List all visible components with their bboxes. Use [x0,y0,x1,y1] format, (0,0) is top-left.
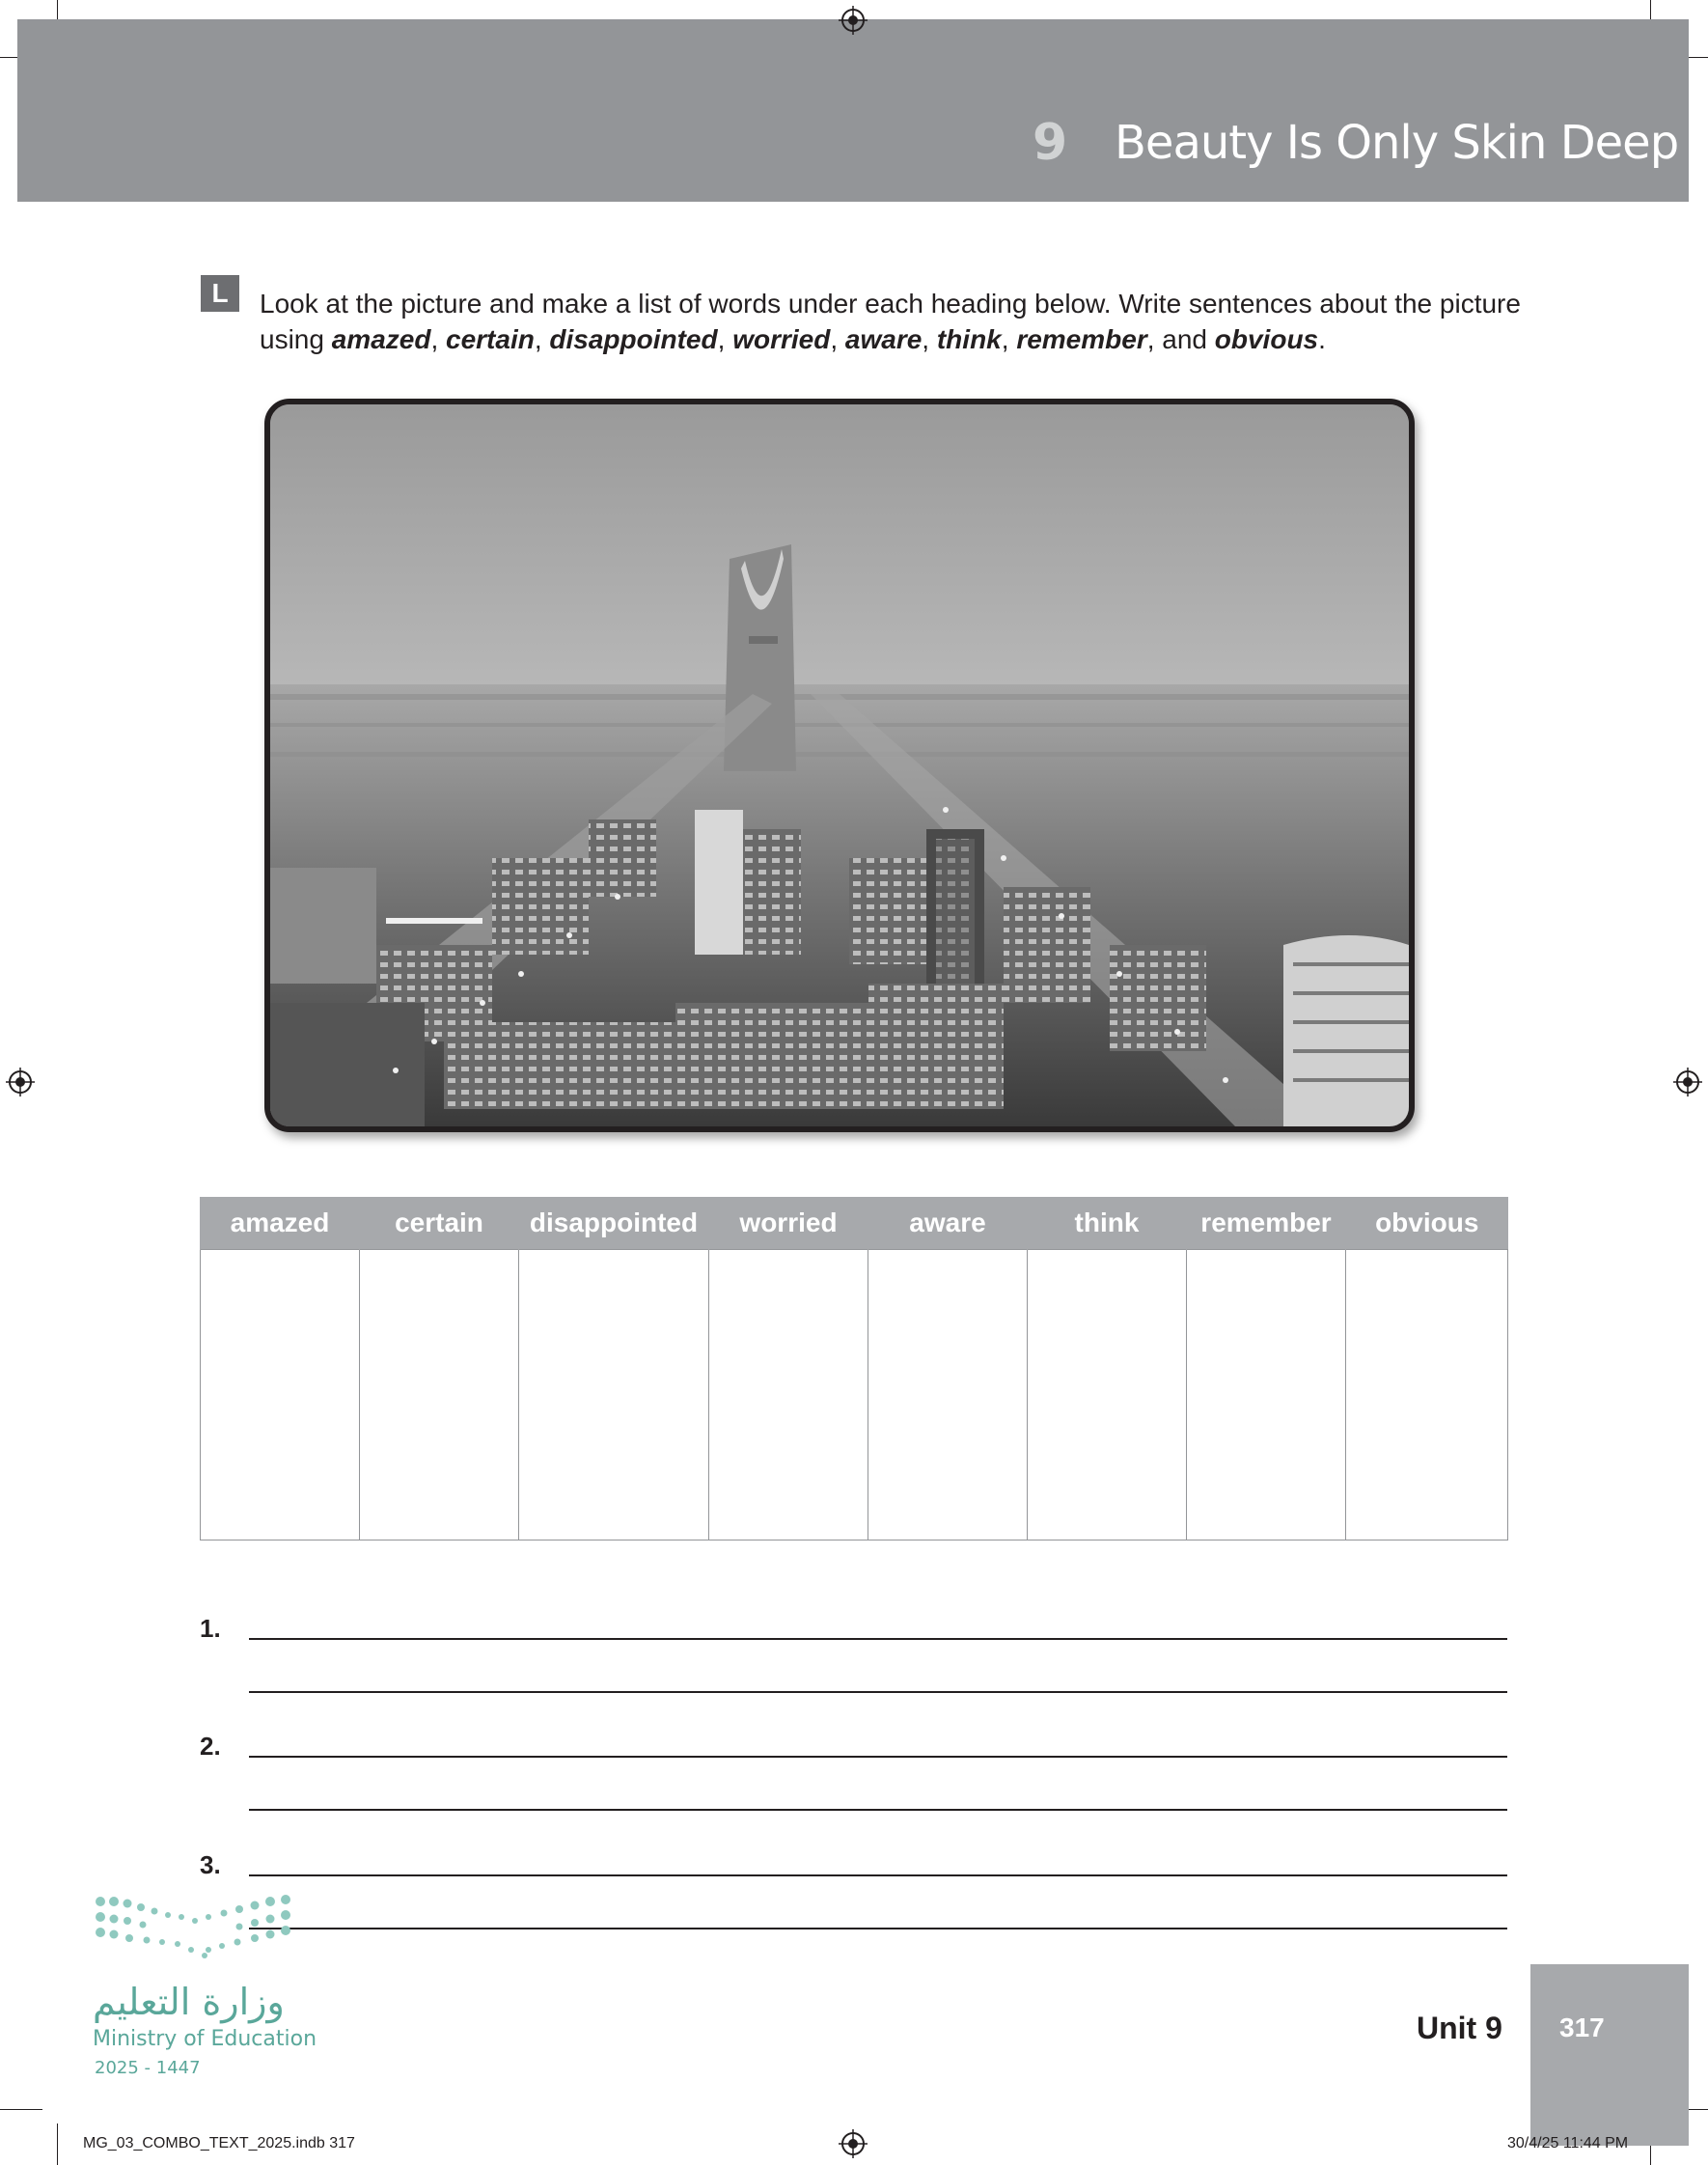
sentence-writing-line[interactable] [249,1756,1507,1758]
registration-mark-icon [6,1068,35,1096]
column-header-aware: aware [868,1197,1028,1250]
registration-mark-icon [1673,1068,1702,1096]
crop-mark [57,2123,58,2165]
sentence-number: 2. [200,1732,221,1761]
column-header-remember: remember [1187,1197,1346,1250]
sentence-writing-line[interactable] [249,1638,1507,1640]
word-cell-certain[interactable] [360,1250,519,1540]
footer-unit-label: Unit 9 [1417,2011,1502,2045]
print-slug-timestamp: 30/4/25 11:44 PM [1507,2135,1629,2151]
word-cell-think[interactable] [1028,1250,1187,1540]
city-skyline-image [270,404,1409,1126]
sentence-writing-line[interactable] [249,1691,1507,1693]
ministry-logo-arabic: وزارة التعليم [93,1981,285,2023]
instruction-keyword: remember [1016,324,1147,354]
instruction-prefix: Look at the picture and make a list of words under each heading below. Write sentences about the picture using [260,289,1521,354]
registration-mark-icon [839,2129,868,2158]
unit-title: Beauty Is Only Skin Deep [1115,116,1679,170]
ministry-logo-english: Ministry of Education [93,2027,317,2051]
registration-mark-icon [839,6,868,35]
instruction-keyword: think [936,324,1002,354]
word-list-table [200,1197,1508,1540]
sentence-number: 3. [200,1850,221,1879]
sentence-writing-line[interactable] [249,1809,1507,1811]
word-cell-aware[interactable] [868,1250,1028,1540]
instruction-keywords: amazed, certain, disappointed, worried, aware, think, remember, and obvious [331,324,1319,354]
word-cell-obvious[interactable] [1346,1250,1508,1540]
exercise-instruction [260,286,1543,357]
instruction-keyword: amazed [331,324,431,354]
column-header-obvious: obvious [1346,1197,1508,1250]
instruction-keyword: obvious [1214,324,1319,354]
word-cell-disappointed[interactable] [519,1250,709,1540]
instruction-keyword: certain [446,324,535,354]
column-header-certain: certain [360,1197,519,1250]
word-cell-worried[interactable] [709,1250,868,1540]
instruction-keyword: worried [732,324,831,354]
instruction-suffix: . [1318,324,1326,354]
word-cell-remember[interactable] [1187,1250,1346,1540]
unit-header-band [17,19,1689,202]
instruction-keyword: disappointed [549,324,718,354]
column-header-worried: worried [709,1197,868,1250]
column-header-amazed: amazed [201,1197,360,1250]
sentence-writing-line[interactable] [249,1928,1507,1929]
column-header-think: think [1028,1197,1187,1250]
column-header-disappointed: disappointed [519,1197,709,1250]
sentence-number: 1. [200,1614,221,1643]
instruction-keyword: aware [844,324,923,354]
unit-number: 9 [1033,114,1068,172]
exercise-label: L [201,275,239,312]
crop-mark [0,2109,42,2110]
word-cell-amazed[interactable] [201,1250,360,1540]
page-number: 317 [1559,2012,1605,2042]
sentence-writing-line[interactable] [249,1874,1507,1876]
print-slug-filename: MG_03_COMBO_TEXT_2025.indb 317 [83,2135,355,2151]
ministry-logo-year: 2025 - 1447 [95,2058,201,2078]
page-number-tab [1530,1964,1689,2146]
ministry-logo-icon [93,1892,305,1969]
city-skyline-photo [264,399,1415,1132]
